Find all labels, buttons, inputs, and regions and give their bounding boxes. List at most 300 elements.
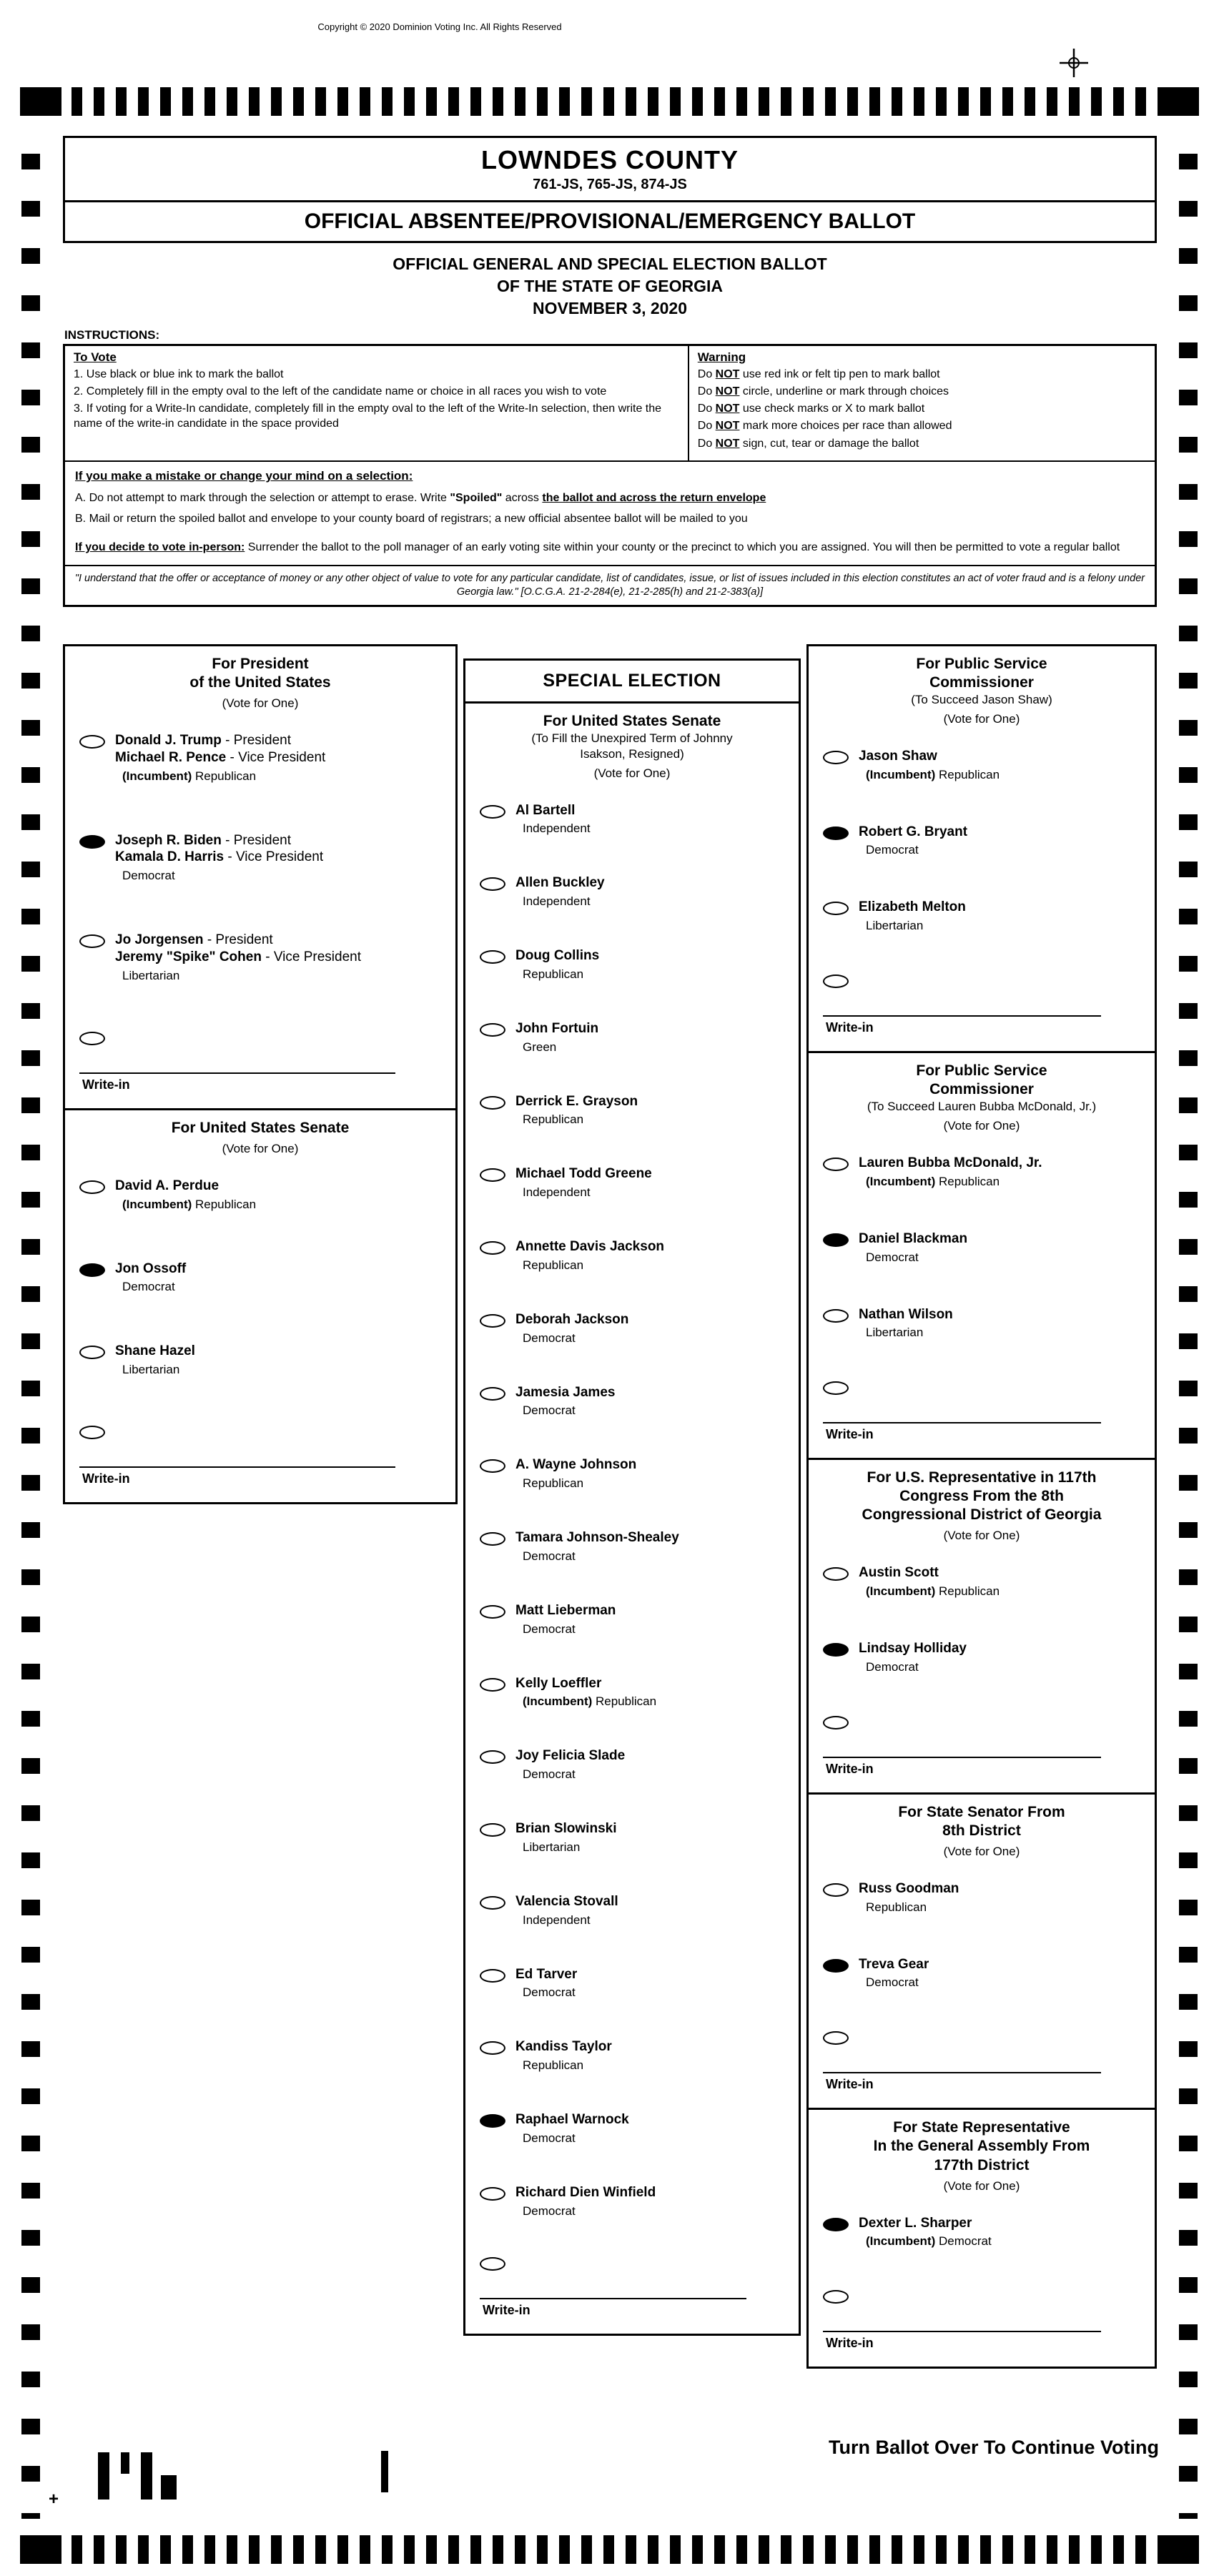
- write-in-area: [823, 2290, 1146, 2355]
- candidate-name: Raphael Warnock: [515, 2112, 629, 2128]
- candidate-text: [515, 2038, 612, 2073]
- candidate-party: Independent: [523, 821, 591, 836]
- registration-bar: [121, 2452, 129, 2474]
- candidate-list: [65, 716, 455, 1108]
- ballot-oval[interactable]: [823, 902, 849, 915]
- write-in-area: [79, 1032, 447, 1097]
- candidate-row: [480, 1893, 790, 1928]
- candidate-party: Independent: [523, 1913, 591, 1927]
- contest-subtitle: (To Succeed Lauren Bubba McDonald, Jr.): [867, 1100, 1097, 1114]
- candidate-text: [515, 1675, 656, 1709]
- to-vote-list: [74, 367, 679, 431]
- candidate-party: Democrat: [523, 1331, 576, 1345]
- running-mate-office-suffix: - Vice President: [224, 849, 324, 865]
- candidate-list: [809, 1865, 1155, 2108]
- candidate-name: David A. Perdue: [115, 1178, 219, 1193]
- candidate-row: [480, 1238, 790, 1273]
- candidate-name: Annette Davis Jackson: [515, 1239, 665, 1255]
- candidate-text: [515, 874, 605, 909]
- candidate-name: Lauren Bubba McDonald, Jr.: [859, 1155, 1042, 1171]
- vote-for-instruction: (Vote for One): [943, 1529, 1020, 1543]
- timing-mark-endcap: [20, 2535, 61, 2564]
- ballot-oval[interactable]: [480, 1168, 505, 1182]
- candidate-text: [859, 1306, 953, 1341]
- candidate-name: Elizabeth Melton: [859, 899, 966, 915]
- incumbent-label: (Incumbent): [523, 1694, 596, 1709]
- candidate-text: [859, 2215, 992, 2249]
- candidate-party: (Incumbent) Democrat: [866, 2234, 992, 2249]
- write-in-oval[interactable]: [480, 2257, 505, 2271]
- ballot-oval[interactable]: [480, 950, 505, 964]
- candidate-row: [480, 1093, 790, 1127]
- contest-title: For Public Service: [916, 1062, 1047, 1080]
- candidate-name: Lindsay Holliday: [859, 1641, 967, 1657]
- mistake-item: B. Mail or return the spoiled ballot and envelope to your county board of registrars; a new official absentee ballot will be mailed to you: [75, 513, 748, 525]
- write-in-line[interactable]: [79, 1466, 395, 1468]
- candidate-party: Democrat: [866, 1975, 919, 1990]
- plus-registration-mark: +: [49, 2489, 59, 2509]
- timing-mark-endcap: [1158, 87, 1199, 116]
- contest-title: 177th District: [934, 2156, 1030, 2173]
- ballot-oval-filled[interactable]: [823, 1233, 849, 1247]
- write-in-oval[interactable]: [79, 1426, 105, 1439]
- candidate-row: [823, 824, 1146, 858]
- ballot-oval[interactable]: [480, 805, 505, 819]
- candidate-party: Democrat: [523, 2204, 576, 2218]
- candidate-party: Democrat: [866, 843, 919, 857]
- to-vote-item: 3. If voting for a Write-In candidate, completely fill in the empty oval to the left of the Write-In selection, then write the name of the write-in candidate in the space provided: [74, 403, 662, 430]
- candidate-name: Ed Tarver: [515, 1966, 578, 1982]
- contest-title: For Public Service: [916, 656, 1047, 673]
- write-in-area: [480, 2257, 790, 2322]
- incumbent-label: (Incumbent): [866, 2234, 939, 2249]
- write-in-oval[interactable]: [823, 1716, 849, 1729]
- write-in-label: Write-in: [826, 1761, 874, 1776]
- ballot-oval[interactable]: [823, 1567, 849, 1581]
- ballot-oval-filled[interactable]: [79, 835, 105, 849]
- candidate-row: [823, 1640, 1146, 1674]
- contest-header: [65, 1110, 455, 1162]
- ballot-oval-filled[interactable]: [79, 1263, 105, 1277]
- warning-item: Do NOT circle, underline or mark through choices: [697, 385, 949, 398]
- candidate-party: Libertarian: [523, 1840, 581, 1854]
- candidate-name: Joseph R. Biden: [115, 832, 222, 848]
- candidate-row: [79, 732, 447, 784]
- candidate-party: Democrat: [523, 1549, 576, 1563]
- candidate-text: [515, 1529, 679, 1564]
- candidate-text: [515, 947, 599, 982]
- candidate-text: [859, 1640, 967, 1674]
- ballot-oval[interactable]: [480, 1241, 505, 1255]
- contest-title: Congressional District of Georgia: [862, 1506, 1102, 1524]
- write-in-line[interactable]: [823, 2331, 1101, 2332]
- candidate-party: Democrat: [866, 1250, 919, 1264]
- candidate-text: [859, 1564, 1000, 1599]
- write-in-area: [79, 1426, 447, 1491]
- write-in-label: Write-in: [826, 2336, 874, 2351]
- candidate-text: [859, 748, 1000, 782]
- candidate-party: Republican: [523, 2058, 584, 2073]
- candidate-text: [515, 1966, 577, 2000]
- timing-marks-right: [1179, 154, 1198, 2519]
- contest-box: [806, 2108, 1157, 2369]
- ballot-oval[interactable]: [480, 1096, 505, 1110]
- candidate-row: [823, 899, 1146, 933]
- contest-box: [806, 644, 1157, 1053]
- warning-section: [689, 346, 1155, 460]
- write-in-line[interactable]: [79, 1072, 395, 1074]
- contest-title: In the General Assembly From: [873, 2138, 1090, 2155]
- contest-title: For United States Senate: [543, 713, 721, 730]
- candidate-row: [79, 1260, 447, 1295]
- ballot-oval[interactable]: [823, 751, 849, 764]
- ballot-oval-filled[interactable]: [823, 1959, 849, 1973]
- candidate-name: Russ Goodman: [859, 1880, 959, 1896]
- candidate-list: [809, 732, 1155, 1051]
- write-in-line[interactable]: [823, 1015, 1101, 1017]
- candidate-list: [809, 2199, 1155, 2367]
- candidate-party: Democrat: [523, 1622, 576, 1636]
- warning-title: Warning: [697, 350, 746, 365]
- candidate-row: [823, 1230, 1146, 1265]
- candidate-row: [480, 1456, 790, 1491]
- candidate-office-suffix: - President: [221, 733, 292, 749]
- incumbent-label: (Incumbent): [122, 769, 195, 783]
- candidate-text: [515, 1820, 616, 1855]
- candidate-name: Treva Gear: [859, 1956, 929, 1972]
- candidate-party: Republican: [866, 1900, 927, 1914]
- candidate-row: [480, 1675, 790, 1709]
- ballot-oval[interactable]: [79, 735, 105, 749]
- contest-title: of the United States: [189, 674, 331, 691]
- incumbent-label: (Incumbent): [866, 1584, 939, 1599]
- candidate-text: [115, 1343, 195, 1377]
- ballot-oval[interactable]: [480, 1896, 505, 1910]
- turn-ballot-note: Turn Ballot Over To Continue Voting: [829, 2437, 1159, 2458]
- contest-box: [806, 1792, 1157, 2111]
- candidate-name: Daniel Blackman: [859, 1230, 968, 1246]
- ballot-oval[interactable]: [480, 1532, 505, 1546]
- write-in-area: [823, 974, 1146, 1040]
- candidate-row: [823, 1306, 1146, 1341]
- write-in-label: Write-in: [82, 1077, 130, 1092]
- ballot-oval[interactable]: [823, 1883, 849, 1897]
- ballot-oval[interactable]: [480, 1314, 505, 1328]
- candidate-list: [809, 1139, 1155, 1458]
- instructions-grid: [65, 346, 1155, 462]
- candidate-list: [65, 1162, 455, 1502]
- vote-for-instruction: (Vote for One): [593, 766, 671, 780]
- mistake-item: A. Do not attempt to mark through the selection or attempt to erase. Write "Spoiled" across the ballot and across the return envelope: [75, 491, 766, 504]
- candidate-text: [515, 802, 591, 837]
- candidate-row: [79, 1178, 447, 1212]
- candidate-party: (Incumbent) Republican: [866, 1584, 1000, 1599]
- candidate-row: [823, 1155, 1146, 1189]
- candidate-party: (Incumbent) Republican: [866, 1174, 1000, 1188]
- contest-title: For U.S. Representative in 117th: [867, 1469, 1097, 1486]
- candidate-party: Democrat: [866, 1659, 919, 1674]
- contest-subtitle: Isakson, Resigned): [580, 746, 684, 761]
- candidate-row: [823, 1956, 1146, 1990]
- candidate-text: [515, 1893, 618, 1928]
- ballot-column-1: [63, 644, 458, 1504]
- candidate-name: Allen Buckley: [515, 875, 605, 891]
- ballot-oval[interactable]: [480, 1678, 505, 1692]
- contest-box: [806, 1051, 1157, 1460]
- candidate-row: [480, 874, 790, 909]
- ballot-content: [63, 136, 1157, 2369]
- candidate-name: A. Wayne Johnson: [515, 1457, 637, 1473]
- ballot-oval-filled[interactable]: [480, 2114, 505, 2128]
- candidate-text: [515, 2184, 656, 2219]
- candidate-name: Jason Shaw: [859, 748, 937, 764]
- ballot-oval-filled[interactable]: [823, 2218, 849, 2231]
- candidate-row: [480, 1966, 790, 2000]
- candidate-party: Libertarian: [866, 1326, 924, 1340]
- candidate-name: Robert G. Bryant: [859, 824, 968, 839]
- contest-title: Commissioner: [929, 674, 1034, 691]
- candidate-text: [115, 832, 323, 884]
- candidate-running-mate: Michael R. Pence: [115, 749, 227, 765]
- write-in-oval[interactable]: [823, 974, 849, 988]
- election-title-line1: OFFICIAL GENERAL AND SPECIAL ELECTION BALLOT: [393, 255, 827, 273]
- candidate-text: [859, 824, 967, 858]
- candidate-text: [515, 2111, 629, 2146]
- ballot-oval[interactable]: [480, 877, 505, 891]
- contest-subtitle: (To Succeed Jason Shaw): [911, 693, 1052, 707]
- candidate-row: [480, 1747, 790, 1782]
- to-vote-item: 2. Completely fill in the empty oval to the left of the candidate name or choice in all races you wish to vote: [74, 385, 607, 398]
- warning-item: Do NOT sign, cut, tear or damage the ballot: [697, 437, 919, 450]
- write-in-area: [823, 2031, 1146, 2096]
- candidate-office-suffix: - President: [221, 832, 292, 848]
- write-in-line[interactable]: [823, 1422, 1101, 1423]
- write-in-line[interactable]: [823, 2072, 1101, 2073]
- ballot-oval-filled[interactable]: [823, 1643, 849, 1657]
- candidate-text: [115, 732, 325, 784]
- warning-item: Do NOT mark more choices per race than allowed: [697, 420, 952, 433]
- candidate-name: Joy Felicia Slade: [515, 1748, 626, 1764]
- ballot-oval[interactable]: [480, 1969, 505, 1983]
- contest-box: [63, 1108, 458, 1504]
- write-in-line[interactable]: [480, 2298, 746, 2299]
- election-date: NOVEMBER 3, 2020: [532, 299, 688, 318]
- candidate-name: Jamesia James: [515, 1384, 616, 1400]
- election-title-line2: OF THE STATE OF GEORGIA: [496, 277, 724, 296]
- contest-header: [809, 2110, 1155, 2199]
- ballot-oval[interactable]: [480, 1823, 505, 1837]
- candidate-row: [480, 1529, 790, 1564]
- write-in-label: Write-in: [826, 2077, 874, 2092]
- candidate-text: [115, 1178, 256, 1212]
- candidate-name: Brian Slowinski: [515, 1821, 617, 1837]
- mistake-section: [65, 462, 1155, 534]
- incumbent-label: (Incumbent): [866, 767, 939, 781]
- ballot-oval[interactable]: [480, 1387, 505, 1401]
- candidate-party: Libertarian: [122, 968, 180, 982]
- contest-title: For President: [212, 656, 309, 673]
- contest-header: [465, 704, 799, 786]
- candidate-party: Democrat: [122, 1280, 175, 1294]
- candidate-name: Austin Scott: [859, 1565, 939, 1581]
- candidate-running-mate: Kamala D. Harris: [115, 849, 224, 865]
- registration-bar: [98, 2452, 109, 2499]
- ballot-oval[interactable]: [480, 2187, 505, 2201]
- candidate-party: (Incumbent) Republican: [122, 1197, 257, 1211]
- candidate-party: Democrat: [523, 1767, 576, 1782]
- candidate-text: [515, 1238, 664, 1273]
- fraud-disclaimer: "I understand that the offer or acceptance of money or any other object of value to vote for any particular candidate, list of candidates, issue, or list of issues included in this election constitutes an act of voter fraud and is a felony under Georgia law." [O.C.G.A. 21-2-284(e), 21-2-285(h) and 21-2-383(a)]: [65, 565, 1155, 605]
- copyright-line: Copyright © 2020 Dominion Voting Inc. All Rights Reserved: [317, 21, 562, 32]
- registration-bar: [141, 2452, 152, 2499]
- registration-bar: [381, 2451, 388, 2492]
- candidate-row: [480, 802, 790, 837]
- candidate-row: [823, 1564, 1146, 1599]
- candidate-text: [515, 1311, 628, 1346]
- contest-title: Congress From the 8th: [899, 1488, 1064, 1505]
- timing-marks-top: [71, 87, 1148, 116]
- candidate-name: Kandiss Taylor: [515, 2039, 612, 2055]
- candidate-party: Republican: [523, 967, 584, 981]
- candidate-name: Deborah Jackson: [515, 1311, 629, 1327]
- ballot-oval[interactable]: [480, 1750, 505, 1764]
- candidate-name: Donald J. Trump: [115, 733, 222, 749]
- candidate-party: Independent: [523, 894, 591, 909]
- candidate-text: [115, 932, 361, 983]
- ballot-oval[interactable]: [480, 1023, 505, 1037]
- ballot-oval-filled[interactable]: [823, 826, 849, 840]
- candidate-row: [480, 2184, 790, 2219]
- candidate-party: Democrat: [122, 869, 175, 883]
- candidate-name: Jo Jorgensen: [115, 932, 204, 948]
- warning-item: Do NOT use check marks or X to mark ballot: [697, 403, 925, 415]
- candidate-row: [79, 1343, 447, 1377]
- contest-header: [809, 1460, 1155, 1549]
- write-in-oval[interactable]: [823, 2290, 849, 2304]
- candidate-party: Independent: [523, 1185, 591, 1200]
- contest-title: 8th District: [942, 1822, 1021, 1839]
- candidate-row: [480, 1820, 790, 1855]
- candidate-party: Libertarian: [122, 1363, 180, 1376]
- candidate-name: Tamara Johnson-Shealey: [515, 1530, 679, 1546]
- election-title: [63, 243, 1157, 324]
- candidate-name: Richard Dien Winfield: [515, 2184, 656, 2200]
- contest-title: For State Representative: [893, 2119, 1070, 2136]
- ballot-oval[interactable]: [79, 1180, 105, 1194]
- vote-for-instruction: (Vote for One): [943, 1844, 1020, 1858]
- candidate-text: [859, 1880, 959, 1915]
- candidate-party: Democrat: [523, 1985, 576, 2000]
- timing-marks-left: [21, 154, 40, 2519]
- candidate-row: [823, 748, 1146, 782]
- contest-header: [809, 646, 1155, 732]
- ballot-codes: 761-JS, 765-JS, 874-JS: [533, 177, 687, 192]
- candidate-row: [480, 2111, 790, 2146]
- candidate-party: Green: [523, 1040, 557, 1054]
- contest-header: [809, 1053, 1155, 1139]
- contest-box: [463, 658, 801, 2336]
- ballot-oval[interactable]: [480, 2041, 505, 2055]
- write-in-oval[interactable]: [79, 1032, 105, 1045]
- write-in-label: Write-in: [826, 1020, 874, 1035]
- candidate-name: Nathan Wilson: [859, 1306, 953, 1322]
- write-in-oval[interactable]: [823, 1381, 849, 1395]
- candidate-running-mate: Jeremy "Spike" Cohen: [115, 949, 262, 964]
- candidate-name: Al Bartell: [515, 802, 576, 818]
- ballot-oval[interactable]: [823, 1309, 849, 1323]
- ballot-oval[interactable]: [79, 934, 105, 948]
- ballot-column-2: [463, 658, 801, 2336]
- vote-for-instruction: (Vote for One): [943, 2178, 1020, 2193]
- candidate-party: (Incumbent) Republican: [122, 769, 257, 783]
- candidate-text: [515, 1384, 615, 1418]
- ballot-oval[interactable]: [79, 1346, 105, 1359]
- candidate-party: (Incumbent) Republican: [866, 767, 1000, 781]
- in-person-section: If you decide to vote in-person: Surrender the ballot to the poll manager of an early voting site within your county or the precinct to which you are assigned. You will then be permitted to vote a regular ballot: [75, 541, 1120, 553]
- ballot-column-3: [806, 644, 1157, 2369]
- candidate-name: Dexter L. Sharper: [859, 2215, 972, 2231]
- candidate-party: Democrat: [523, 2131, 576, 2145]
- candidate-list: [809, 1549, 1155, 1792]
- ballot-type-title: OFFICIAL ABSENTEE/PROVISIONAL/EMERGENCY BALLOT: [65, 200, 1155, 241]
- registration-bar: [161, 2475, 177, 2499]
- contest-title: For State Senator From: [898, 1803, 1065, 1820]
- candidate-row: [823, 2215, 1146, 2249]
- candidate-row: [79, 932, 447, 983]
- write-in-area: [823, 1716, 1146, 1781]
- special-election-header: SPECIAL ELECTION: [465, 661, 799, 704]
- candidate-text: [859, 899, 966, 933]
- ballot-oval[interactable]: [823, 1158, 849, 1171]
- candidate-name: Jon Ossoff: [115, 1260, 187, 1276]
- candidate-office-suffix: - President: [203, 932, 273, 948]
- ballot-oval[interactable]: [480, 1605, 505, 1619]
- timing-mark-endcap: [1158, 2535, 1199, 2564]
- contest-box: [806, 1458, 1157, 1795]
- candidate-text: [515, 1456, 636, 1491]
- candidate-name: Kelly Loeffler: [515, 1675, 602, 1691]
- write-in-area: [823, 1381, 1146, 1446]
- contest-title: For United States Senate: [171, 1119, 350, 1136]
- candidate-text: [859, 1956, 929, 1990]
- ballot-oval[interactable]: [480, 1459, 505, 1473]
- registration-crosshair-icon: [1058, 47, 1090, 79]
- candidate-party: (Incumbent) Republican: [523, 1694, 657, 1709]
- county-name: LOWNDES COUNTY: [481, 145, 739, 174]
- instructions-box: [63, 344, 1157, 607]
- contest-box: [63, 644, 458, 1110]
- warning-item: Do NOT use red ink or felt tip pen to mark ballot: [697, 368, 940, 381]
- write-in-line[interactable]: [823, 1757, 1101, 1758]
- contest-header: [809, 1795, 1155, 1865]
- write-in-oval[interactable]: [823, 2031, 849, 2045]
- candidate-row: [480, 2038, 790, 2073]
- to-vote-title: To Vote: [74, 350, 117, 365]
- candidate-text: [515, 1093, 638, 1127]
- candidate-name: Valencia Stovall: [515, 1893, 618, 1909]
- vote-for-instruction: (Vote for One): [222, 1141, 299, 1155]
- candidate-party: Republican: [523, 1258, 584, 1272]
- candidate-text: [515, 1602, 616, 1637]
- incumbent-label: (Incumbent): [122, 1197, 195, 1211]
- write-in-label: Write-in: [82, 1471, 130, 1486]
- candidate-name: Michael Todd Greene: [515, 1166, 652, 1182]
- contest-header: [65, 646, 455, 716]
- write-in-label: Write-in: [826, 1427, 874, 1442]
- candidate-party: Democrat: [523, 1403, 576, 1418]
- instructions-label: INSTRUCTIONS:: [64, 328, 160, 342]
- candidate-name: Matt Lieberman: [515, 1602, 616, 1618]
